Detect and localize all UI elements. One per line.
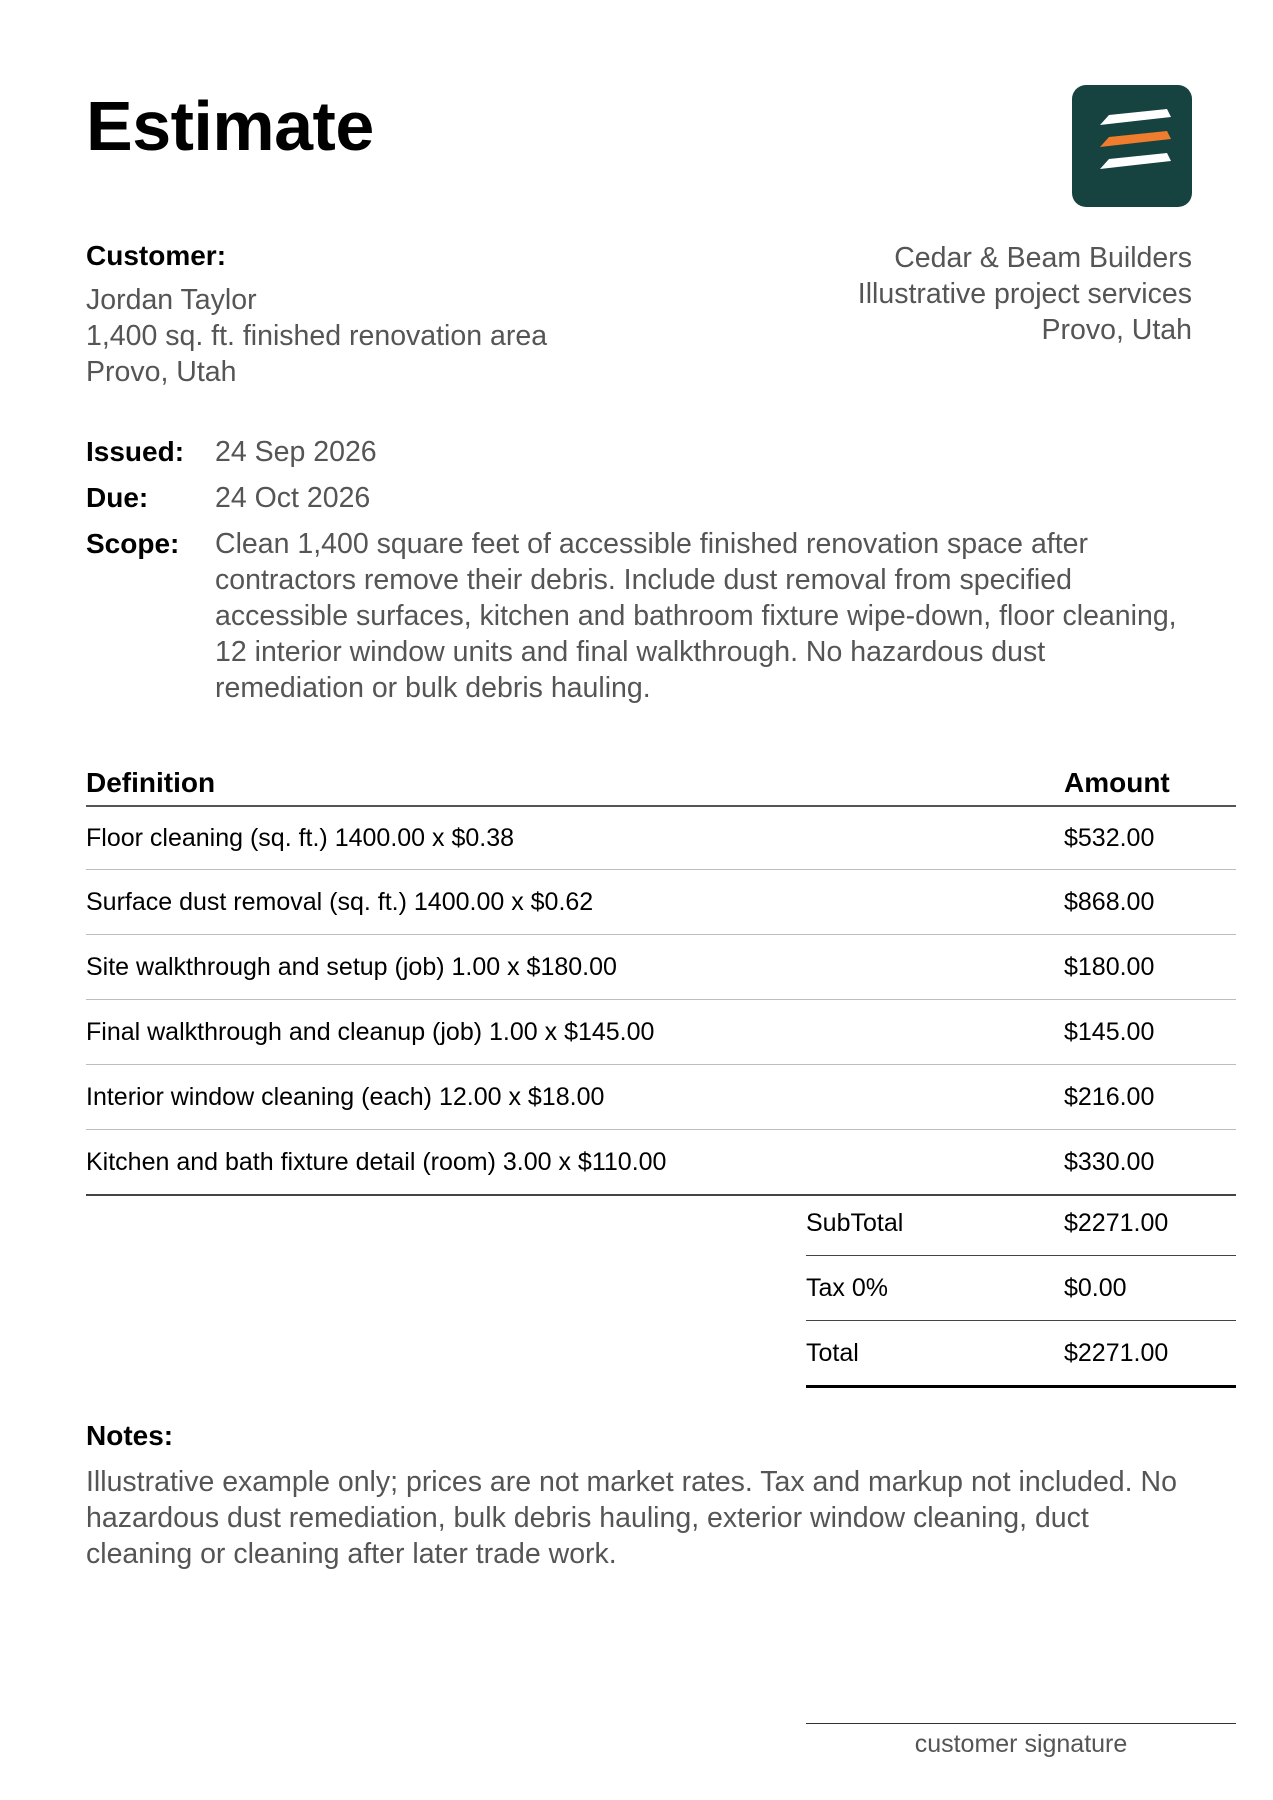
due-label: Due: — [86, 482, 149, 513]
row-definition: Final walkthrough and cleanup (job) 1.00 x $145.00 — [86, 1017, 655, 1046]
customer-section — [86, 238, 726, 390]
issued-label: Issued: — [86, 436, 185, 467]
issued-row — [86, 434, 1192, 470]
subtotal-value: $2271.00 — [1064, 1208, 1169, 1237]
row-definition: Kitchen and bath fixture detail (room) 3.00 x $110.00 — [86, 1147, 667, 1176]
table-row — [86, 870, 1236, 935]
company-name: Cedar & Beam Builders — [894, 242, 1192, 274]
customer-name: Jordan Taylor — [86, 284, 257, 316]
row-amount: $216.00 — [1064, 1082, 1155, 1111]
row-amount: $868.00 — [1064, 887, 1155, 916]
row-amount: $180.00 — [1064, 952, 1155, 981]
table-header — [86, 760, 1236, 807]
row-amount: $145.00 — [1064, 1017, 1155, 1046]
line-items-table — [86, 760, 1236, 1196]
subtotal-row — [806, 1191, 1236, 1256]
total-row — [806, 1321, 1236, 1388]
notes-label: Notes: — [86, 1420, 174, 1451]
tax-value: $0.00 — [1064, 1273, 1127, 1302]
totals-section — [806, 1191, 1236, 1388]
row-definition: Floor cleaning (sq. ft.) 1400.00 x $0.38 — [86, 823, 515, 852]
estimate-meta — [86, 434, 1192, 716]
definition-header: Definition — [86, 766, 216, 798]
subtotal-label: SubTotal — [806, 1208, 904, 1237]
customer-area: 1,400 sq. ft. finished renovation area — [86, 320, 548, 352]
scope-row — [86, 526, 1192, 706]
total-value: $2271.00 — [1064, 1338, 1169, 1367]
company-tagline: Illustrative project services — [857, 278, 1192, 310]
table-row — [86, 1065, 1236, 1130]
customer-label: Customer: — [86, 240, 227, 271]
row-definition: Interior window cleaning (each) 12.00 x $18.00 — [86, 1082, 605, 1111]
signature-line — [806, 1723, 1236, 1759]
amount-header: Amount — [1064, 766, 1170, 798]
table-row — [86, 1000, 1236, 1065]
due-value: 24 Oct 2026 — [215, 482, 371, 514]
notes-section — [86, 1418, 1196, 1572]
stacked-planks-logo-icon — [1072, 85, 1192, 207]
table-row — [86, 935, 1236, 1000]
tax-label: Tax 0% — [806, 1273, 888, 1302]
row-definition: Surface dust removal (sq. ft.) 1400.00 x $0.62 — [86, 887, 594, 916]
table-row — [86, 807, 1236, 870]
row-definition: Site walkthrough and setup (job) 1.00 x $180.00 — [86, 952, 617, 981]
notes-text: Illustrative example only; prices are not market rates. Tax and markup not included. No hazardous dust remediation, bulk debris hauling, exterior window cleaning, duct cleaning or cleaning after later trade work. — [86, 1466, 1177, 1570]
row-amount: $330.00 — [1064, 1147, 1155, 1176]
company-location: Provo, Utah — [1041, 314, 1192, 346]
table-row — [86, 1130, 1236, 1196]
table-body — [86, 807, 1236, 1196]
due-row — [86, 480, 1192, 516]
page-title: Estimate — [86, 87, 374, 165]
company-logo — [1072, 85, 1192, 207]
signature-caption: customer signature — [914, 1730, 1128, 1758]
total-label: Total — [806, 1338, 859, 1367]
company-section — [672, 240, 1192, 348]
customer-location: Provo, Utah — [86, 356, 237, 388]
tax-row — [806, 1256, 1236, 1321]
issued-value: 24 Sep 2026 — [215, 436, 377, 468]
scope-label: Scope: — [86, 528, 180, 559]
row-amount: $532.00 — [1064, 823, 1155, 852]
scope-value: Clean 1,400 square feet of accessible finished renovation space after contractors remove their debris. Include dust removal from specified accessible surfaces, kitchen and bathroom fixture wipe-down, floor cleaning, 12 interior window units and final walkthrough. No hazardous dust remediation or bulk debris hauling. — [215, 528, 1177, 704]
